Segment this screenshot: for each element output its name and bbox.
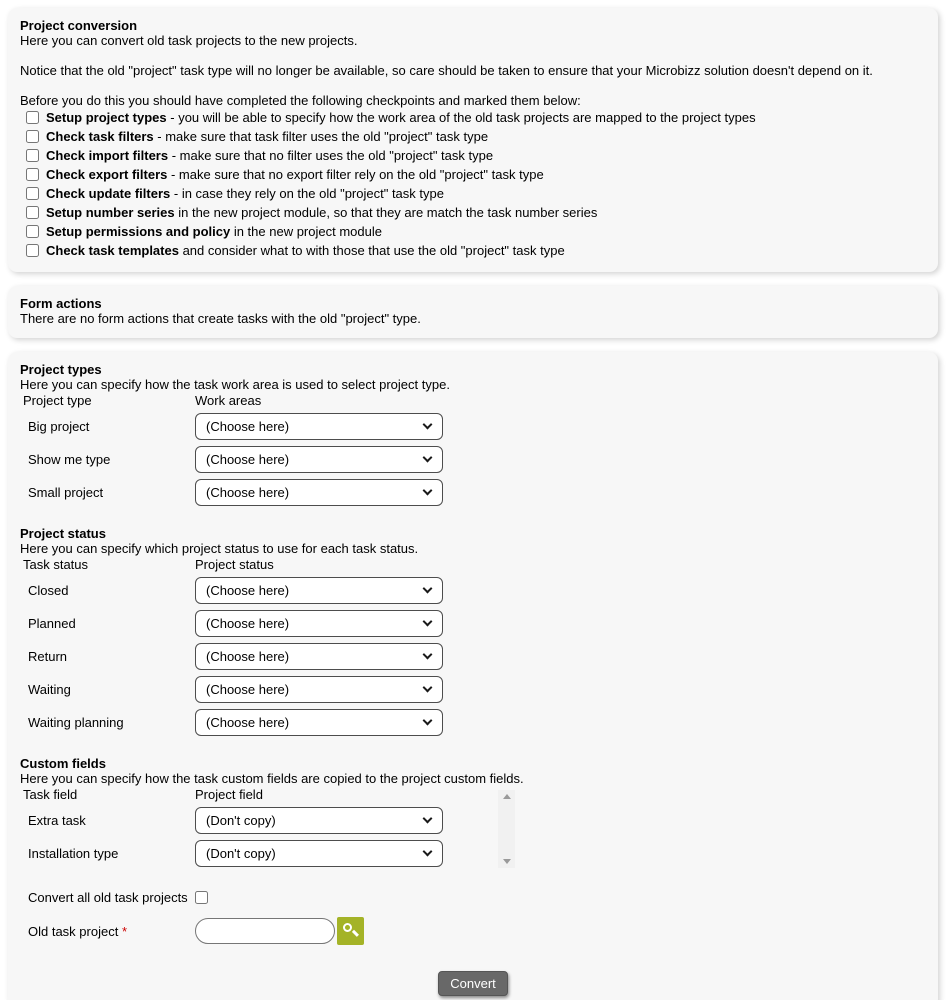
project-types-section bbox=[20, 362, 926, 506]
scroll-up-arrow-icon[interactable] bbox=[503, 794, 511, 799]
select-wrap bbox=[195, 807, 443, 834]
project-status-select-closed[interactable] bbox=[195, 577, 443, 604]
select-wrap bbox=[195, 643, 443, 670]
checkpoint-checkbox-setup-permissions[interactable] bbox=[26, 225, 39, 238]
work-areas-select-big-project[interactable] bbox=[195, 413, 443, 440]
project-status-title: Project status bbox=[20, 526, 106, 541]
checkpoint-label-rest: in the new project module bbox=[230, 224, 382, 239]
convert-button-row bbox=[20, 971, 926, 996]
old-task-project-label-text: Old task project bbox=[28, 923, 122, 939]
checkpoint-row-check-task-filters bbox=[20, 127, 926, 146]
convert-all-checkbox[interactable] bbox=[195, 891, 208, 904]
row-label: Waiting planning bbox=[28, 715, 124, 730]
project-type-row-small-project bbox=[20, 479, 926, 506]
checkpoint-label-rest: - you will be able to specify how the work area of the old task projects are mapped to the project types bbox=[166, 110, 756, 125]
checkpoint-label-rest: - in case they rely on the old "project" task type bbox=[170, 186, 444, 201]
scroll-down-arrow-icon[interactable] bbox=[503, 859, 511, 864]
project-types-subtitle: Here you can specify how the task work area is used to select project type. bbox=[20, 377, 450, 392]
checklist-intro-text: Before you do this you should have completed the following checkpoints and marked them below: bbox=[20, 93, 581, 108]
convert-all-label: Convert all old task projects bbox=[28, 889, 188, 905]
select-wrap bbox=[195, 676, 443, 703]
custom-fields-scrollbar[interactable] bbox=[498, 790, 515, 868]
work-areas-select-small-project[interactable] bbox=[195, 479, 443, 506]
checkpoint-label bbox=[46, 167, 544, 182]
select-wrap bbox=[195, 610, 443, 637]
checkpoint-label-bold: Setup project types bbox=[46, 110, 167, 125]
checkpoint-row-setup-number-series bbox=[20, 203, 926, 222]
column-header-task-status: Task status bbox=[23, 557, 89, 572]
checkpoint-checkbox-check-task-filters[interactable] bbox=[26, 130, 39, 143]
old-task-project-label bbox=[20, 924, 195, 939]
select-wrap bbox=[195, 840, 443, 867]
checkpoint-label bbox=[46, 148, 493, 163]
checkpoint-label-rest: and consider what to with those that use the old "project" task type bbox=[178, 243, 565, 258]
notice-text: Notice that the old "project" task type will no longer be available, so care should be taken to ensure that your Microbizz solution doesn't depend on it. bbox=[20, 63, 873, 78]
project-status-select-planned[interactable] bbox=[195, 610, 443, 637]
custom-fields-title: Custom fields bbox=[20, 756, 106, 771]
form-actions-title: Form actions bbox=[20, 296, 102, 311]
checkpoint-checkbox-check-task-templates[interactable] bbox=[26, 244, 39, 257]
row-label: Waiting bbox=[28, 682, 71, 697]
project-status-select-waiting-planning[interactable] bbox=[195, 709, 443, 736]
old-task-project-row bbox=[20, 917, 926, 945]
column-header-project-type: Project type bbox=[23, 393, 92, 408]
status-row-planned bbox=[20, 610, 926, 637]
checkpoint-row-check-update-filters bbox=[20, 184, 926, 203]
checkpoint-label-bold: Check import filters bbox=[46, 148, 169, 163]
select-wrap bbox=[195, 446, 443, 473]
custom-fields-subtitle: Here you can specify how the task custom fields are copied to the project custom fields. bbox=[20, 771, 524, 786]
row-label: Big project bbox=[28, 419, 90, 434]
checkpoint-label bbox=[46, 243, 565, 258]
checkpoint-checkbox-check-update-filters[interactable] bbox=[26, 187, 39, 200]
custom-field-row-extra-task bbox=[20, 807, 515, 834]
checkpoint-checkbox-check-import-filters[interactable] bbox=[26, 149, 39, 162]
project-status-select-waiting[interactable] bbox=[195, 676, 443, 703]
checkpoint-label-bold: Check task filters bbox=[46, 129, 154, 144]
checkpoint-row-check-import-filters bbox=[20, 146, 926, 165]
checkpoint-checkbox-check-export-filters[interactable] bbox=[26, 168, 39, 181]
checkpoint-label bbox=[46, 224, 382, 239]
checkpoint-label bbox=[46, 129, 488, 144]
form-actions-panel bbox=[8, 286, 938, 338]
custom-fields-header bbox=[20, 786, 515, 807]
status-row-waiting-planning bbox=[20, 709, 926, 736]
checkpoint-row-setup-project-types bbox=[20, 108, 926, 127]
checkpoint-label bbox=[46, 205, 597, 220]
status-row-return bbox=[20, 643, 926, 670]
footer-controls bbox=[20, 887, 926, 996]
column-header-task-field: Task field bbox=[23, 787, 78, 802]
column-header-project-field: Project field bbox=[195, 787, 263, 802]
project-status-select-return[interactable] bbox=[195, 643, 443, 670]
required-asterisk: * bbox=[121, 923, 127, 939]
select-wrap bbox=[195, 479, 443, 506]
checkpoint-checkbox-setup-number-series[interactable] bbox=[26, 206, 39, 219]
row-label: Small project bbox=[28, 485, 104, 500]
row-label: Show me type bbox=[28, 452, 111, 467]
project-status-subtitle: Here you can specify which project status to use for each task status. bbox=[20, 541, 419, 556]
panel-title: Project conversion bbox=[20, 18, 138, 33]
checkpoint-label-rest: in the new project module, so that they are match the task number series bbox=[174, 205, 598, 220]
row-label: Installation type bbox=[28, 846, 119, 861]
row-label: Return bbox=[28, 649, 68, 664]
select-wrap bbox=[195, 413, 443, 440]
checkpoint-label bbox=[46, 110, 756, 125]
checkpoint-label-rest: - make sure that task filter uses the old "project" task type bbox=[153, 129, 489, 144]
row-label: Extra task bbox=[28, 813, 86, 828]
project-status-section bbox=[20, 526, 926, 736]
custom-fields-section bbox=[20, 756, 926, 867]
checkpoint-label-bold: Check update filters bbox=[46, 186, 171, 201]
project-types-header bbox=[20, 392, 926, 413]
column-header-work-areas: Work areas bbox=[195, 393, 262, 408]
old-task-project-input[interactable] bbox=[195, 918, 335, 944]
checkpoint-label-bold: Check task templates bbox=[46, 243, 179, 258]
checkpoint-label-bold: Setup number series bbox=[46, 205, 175, 220]
project-type-row-big-project bbox=[20, 413, 926, 440]
custom-fields-list bbox=[20, 786, 515, 867]
checkpoint-checkbox-setup-project-types[interactable] bbox=[26, 111, 39, 124]
search-icon bbox=[343, 923, 354, 934]
project-type-row-show-me-type bbox=[20, 446, 926, 473]
checkpoint-label-rest: - make sure that no filter uses the old "project" task type bbox=[168, 148, 494, 163]
checkpoint-label-bold: Check export filters bbox=[46, 167, 168, 182]
checkpoint-label-bold: Setup permissions and policy bbox=[46, 224, 231, 239]
convert-button[interactable]: Convert bbox=[438, 971, 508, 996]
checkpoint-row-check-task-templates bbox=[20, 241, 926, 260]
convert-all-row bbox=[20, 887, 926, 907]
conversion-mapping-panel bbox=[8, 352, 938, 1000]
checkpoint-label bbox=[46, 186, 444, 201]
search-button[interactable] bbox=[337, 917, 364, 945]
status-row-waiting bbox=[20, 676, 926, 703]
project-field-select-extra-task[interactable] bbox=[195, 807, 443, 834]
project-status-header bbox=[20, 556, 926, 577]
project-types-title: Project types bbox=[20, 362, 102, 377]
checkpoint-label-rest: - make sure that no export filter rely on the old "project" task type bbox=[167, 167, 544, 182]
project-conversion-panel bbox=[8, 8, 938, 272]
row-label: Planned bbox=[28, 616, 76, 631]
project-field-select-installation-type[interactable] bbox=[195, 840, 443, 867]
intro-text: Here you can convert old task projects to the new projects. bbox=[20, 33, 358, 48]
work-areas-select-show-me-type[interactable] bbox=[195, 446, 443, 473]
custom-field-row-installation-type bbox=[20, 840, 515, 867]
form-actions-body: There are no form actions that create tasks with the old "project" type. bbox=[20, 311, 421, 326]
checkpoint-row-check-export-filters bbox=[20, 165, 926, 184]
row-label: Closed bbox=[28, 583, 69, 598]
select-wrap bbox=[195, 577, 443, 604]
column-header-project-status: Project status bbox=[195, 557, 274, 572]
select-wrap bbox=[195, 709, 443, 736]
checkpoint-row-setup-permissions bbox=[20, 222, 926, 241]
status-row-closed bbox=[20, 577, 926, 604]
